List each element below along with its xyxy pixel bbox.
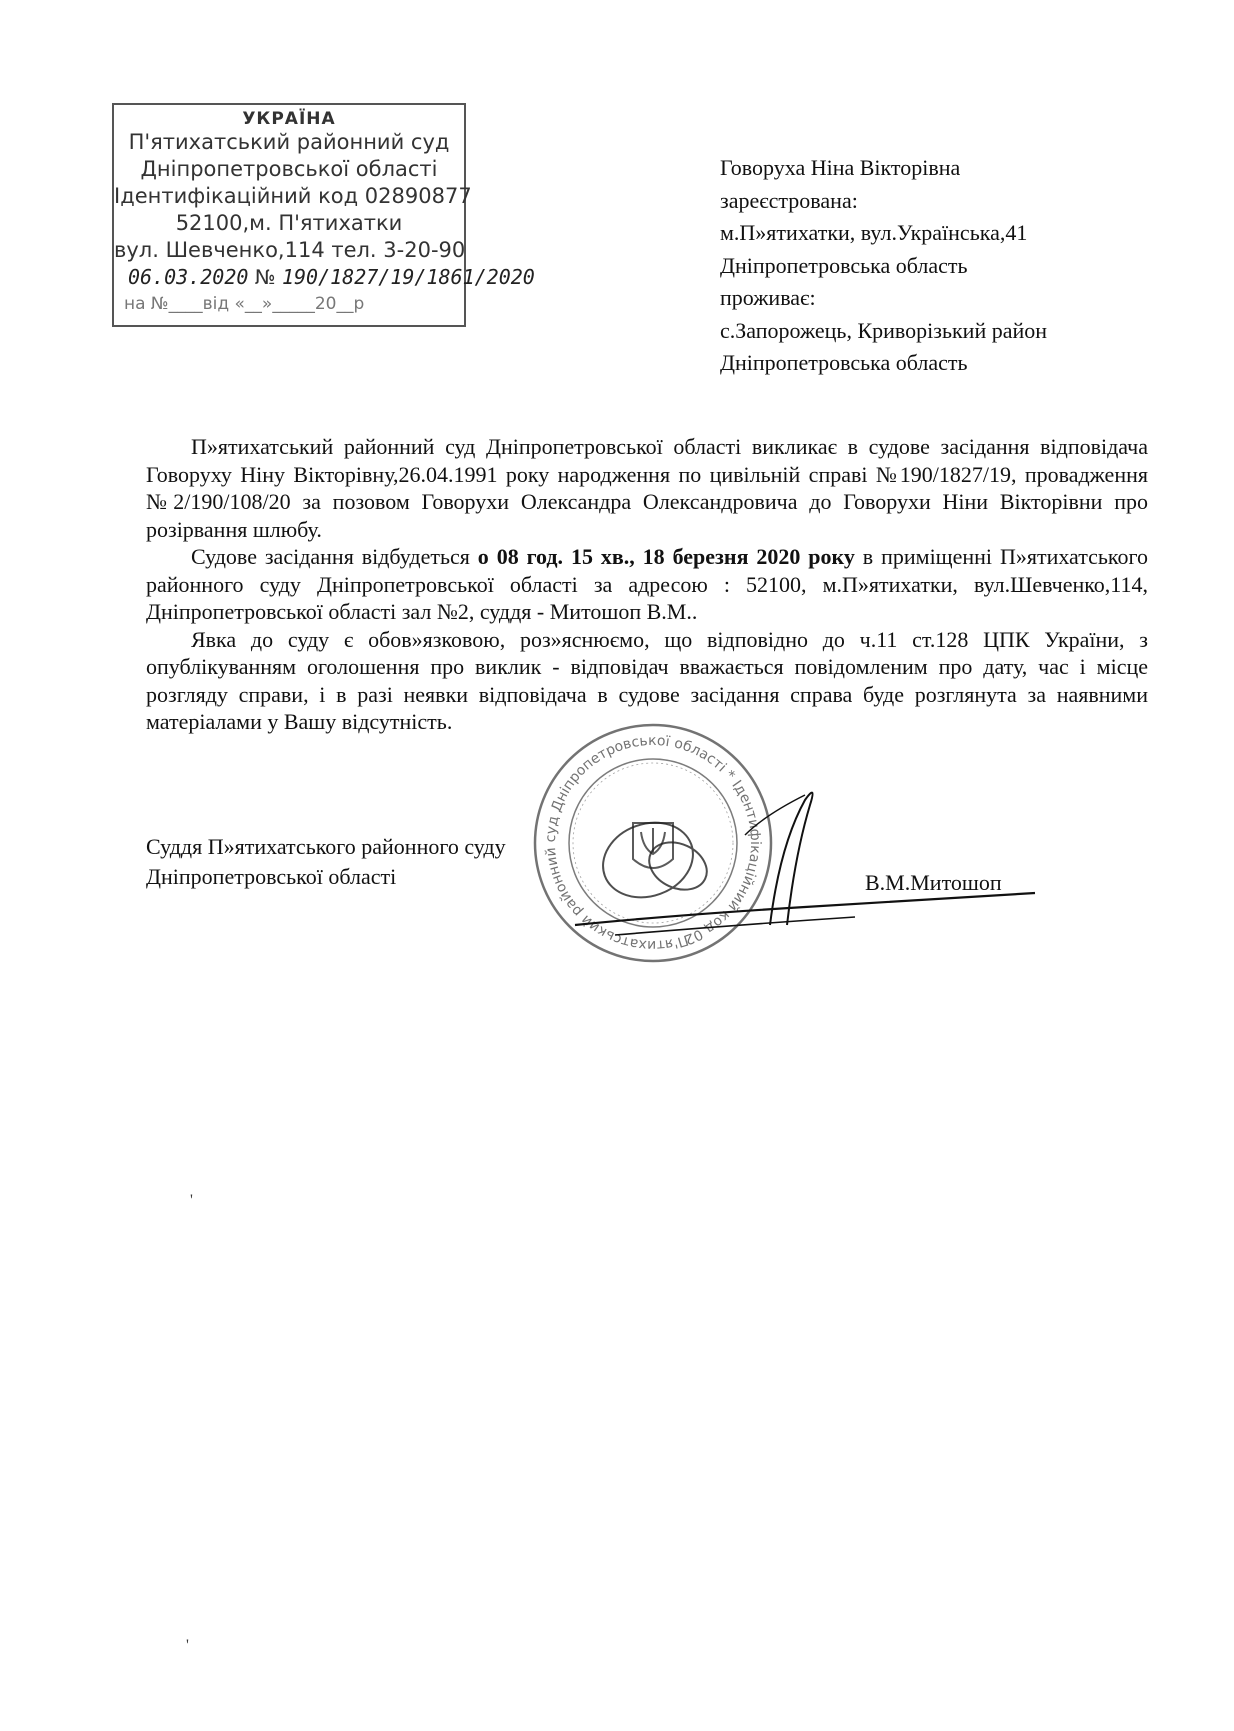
addressee-block bbox=[720, 152, 1200, 380]
registered-region: Дніпропетровська область bbox=[720, 252, 968, 278]
judge-title-line1: Суддя П»ятихатського районного суду bbox=[146, 834, 506, 859]
paragraph-hearing bbox=[146, 543, 1148, 626]
stamp-date: 06.03.2020 bbox=[128, 265, 249, 289]
stamp-address: вул. Шевченко,114 тел. 3-20-90 bbox=[114, 238, 466, 262]
summons-body bbox=[146, 433, 1148, 736]
stamp-code: Ідентифікаційний код 02890877 bbox=[114, 184, 472, 208]
scan-speck: ' bbox=[186, 1637, 189, 1654]
stamp-court: П'ятихатський районний суд bbox=[128, 130, 450, 154]
stamp-number: 190/1827/19/1861/2020 bbox=[281, 265, 535, 289]
seal-ring-text: П'ятихатський районний суд Дніпропетровської області * Ідентифікаційний код 02890877 bbox=[542, 732, 764, 954]
addressee-name: Говоруха Ніна Вікторівна bbox=[720, 155, 961, 180]
paragraph-attendance: Явка до суду є обов»язковою, роз»яснюємо, що відповідно до ч.11 ст.128 ЦПК України, з опублікуванням оголошення про виклик - відповідач вважається повідомленим про дату, час і місце розгляду справи, і в разі неявки відповідача в судове засідання справа буде розглянута за наявними матеріалами у Вашу відсутність. bbox=[146, 626, 1148, 734]
stamp-date-row bbox=[114, 264, 535, 291]
registration-stamp bbox=[112, 103, 535, 327]
stamp-country: УКРАЇНА bbox=[242, 109, 336, 129]
judge-title-line2: Дніпропетровської області bbox=[146, 864, 397, 889]
paragraph-summons: П»ятихатський районний суд Дніпропетровської області викликає в судове засідання відповідача Говоруху Ніну Вікторівну,26.04.1991 року народження по цивільній справі №190/1827/19, провадження №2/190/108/20 за позовом Говорухи Олександра Олександровича до Говорухи Ніни Вікторівни про розірвання шлюбу. bbox=[146, 434, 1148, 542]
hearing-text-after: в приміщенні П»ятихатського районного суду Дніпропетровської області за адресою : 52100, м.П»ятихатки, вул.Шевченко,114, Дніпропетровської області зал №2, суддя - Митошоп В.М.. bbox=[146, 544, 1148, 624]
lives-label: проживає: bbox=[720, 285, 816, 310]
stamp-blank-line: на №____від «__»_____20__р bbox=[124, 294, 365, 314]
scan-speck: ' bbox=[190, 1192, 193, 1209]
lives-region: Дніпропетровська область bbox=[720, 350, 968, 375]
lives-address: с.Запорожець, Криворізький район bbox=[720, 317, 1048, 343]
hearing-datetime: о 08 год. 15 хв., 18 березня 2020 року bbox=[477, 544, 855, 569]
stamp-city: 52100,м. П'ятихатки bbox=[175, 211, 403, 235]
handwritten-signature bbox=[555, 775, 1045, 950]
registered-address: м.П»ятихатки, вул.Українська,41 bbox=[720, 220, 1028, 245]
stamp-number-prefix: № bbox=[254, 265, 276, 289]
stamp-region: Дніпропетровської області bbox=[140, 157, 438, 181]
judge-name: В.М.Митошоп bbox=[865, 870, 1002, 895]
judge-title bbox=[146, 832, 506, 892]
hearing-text-before: Судове засідання відбудеться bbox=[191, 544, 478, 569]
registered-label: зареєстрована: bbox=[720, 187, 858, 213]
